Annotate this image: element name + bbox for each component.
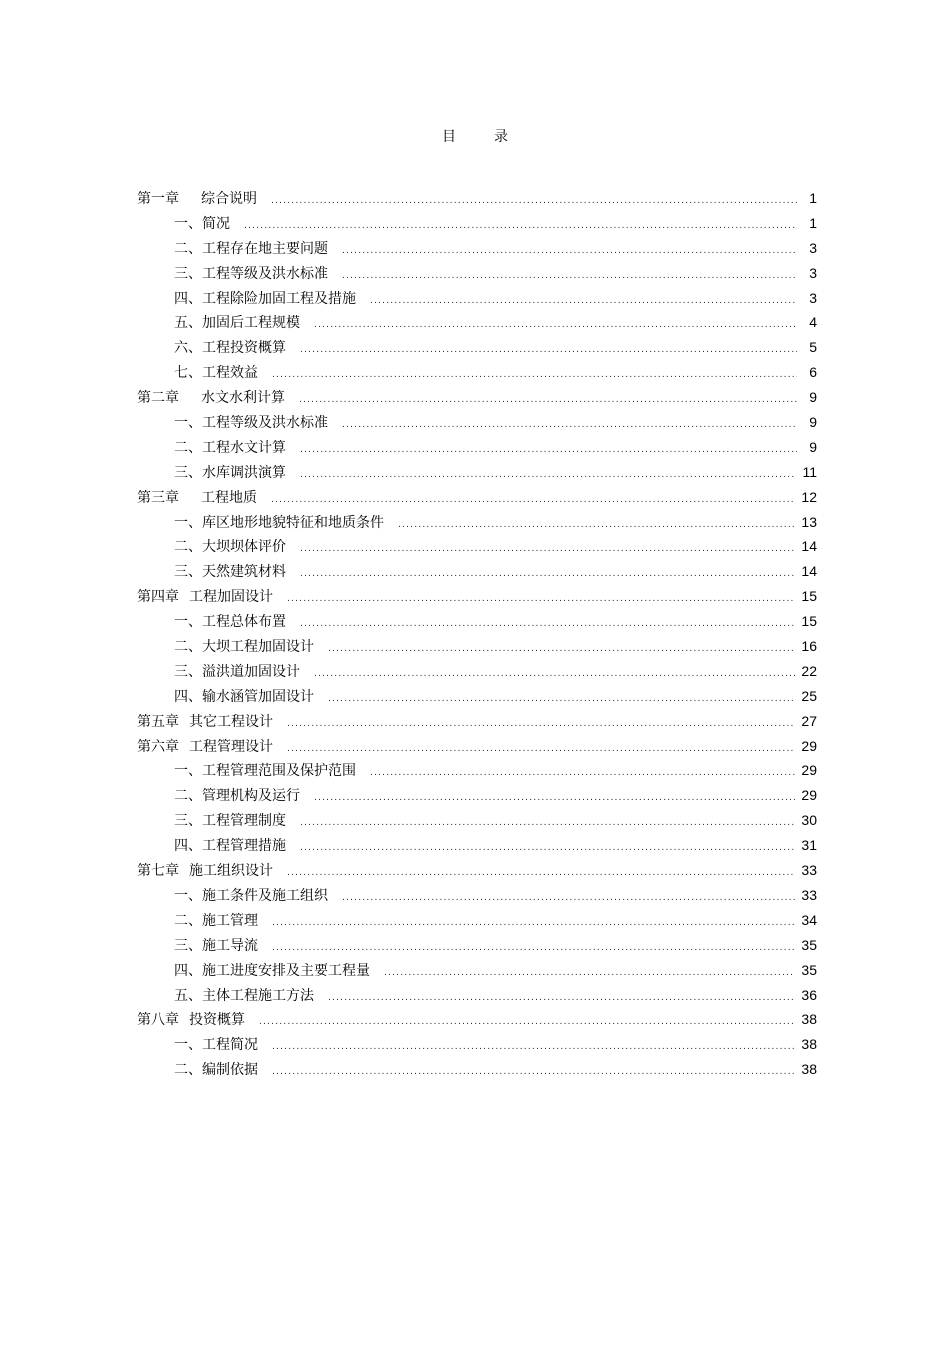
toc-dot-leader xyxy=(300,463,796,488)
toc-entry-text: 施工导流 xyxy=(202,937,258,954)
toc-page-number: 15 xyxy=(801,588,817,605)
toc-page-number: 3 xyxy=(809,264,817,281)
toc-dot-leader xyxy=(342,886,795,911)
toc-entry-text: 工程除险加固工程及措施 xyxy=(202,290,356,307)
toc-page-number: 38 xyxy=(801,1036,817,1053)
toc-entry-text: 编制依据 xyxy=(202,1062,258,1079)
toc-entry-prefix: 四、 xyxy=(174,290,202,307)
toc-dot-leader xyxy=(271,488,795,513)
toc-entry-label xyxy=(174,685,314,710)
toc-dot-leader xyxy=(272,363,797,388)
toc-entry-prefix: 二、 xyxy=(174,912,202,929)
toc-dot-leader xyxy=(300,338,797,363)
toc-page-number: 14 xyxy=(801,538,817,555)
toc-page-number: 9 xyxy=(809,414,817,431)
toc-entry-label xyxy=(174,237,328,262)
toc-entry-label xyxy=(174,311,300,336)
toc-dot-leader xyxy=(244,214,797,239)
toc-entry-text: 水库调洪演算 xyxy=(202,464,286,481)
toc-section-entry[interactable] xyxy=(137,410,817,435)
toc-entry-prefix: 六、 xyxy=(174,340,202,357)
toc-entry-prefix: 第五章 xyxy=(137,713,179,730)
toc-entry-prefix: 二、 xyxy=(174,439,202,456)
toc-entry-prefix: 一、 xyxy=(174,614,202,631)
toc-entry-prefix: 一、 xyxy=(174,415,202,432)
title-char-1: 目 xyxy=(442,129,456,145)
toc-dot-leader xyxy=(299,388,797,413)
toc-entry-label xyxy=(174,461,286,486)
toc-entry-text: 工程加固设计 xyxy=(189,589,273,606)
toc-entry-text: 工程效益 xyxy=(202,365,258,382)
toc-entry-text: 工程管理制度 xyxy=(202,813,286,830)
toc-section-entry[interactable] xyxy=(137,833,817,858)
toc-entry-prefix: 四、 xyxy=(174,688,202,705)
toc-entry-text: 施工条件及施工组织 xyxy=(202,887,328,904)
toc-dot-leader xyxy=(300,562,795,587)
toc-entry-text: 工程管理范围及保护范围 xyxy=(202,763,356,780)
toc-entry-prefix: 第二章 xyxy=(137,390,179,407)
toc-page-number: 12 xyxy=(801,488,817,505)
toc-page-number: 1 xyxy=(809,214,817,231)
toc-entry-prefix: 二、 xyxy=(174,788,202,805)
toc-page-number: 11 xyxy=(802,463,817,480)
toc-entry-prefix: 四、 xyxy=(174,962,202,979)
toc-page-number: 3 xyxy=(809,289,817,306)
toc-page-number: 14 xyxy=(801,563,817,580)
toc-entry-text: 工程简况 xyxy=(202,1037,258,1054)
toc-dot-leader xyxy=(342,413,797,438)
toc-entry-text: 管理机构及运行 xyxy=(202,788,300,805)
toc-entry-text: 工程总体布置 xyxy=(202,614,286,631)
toc-entry-label xyxy=(174,784,300,809)
toc-dot-leader xyxy=(342,239,797,264)
toc-entry-label xyxy=(174,635,314,660)
toc-section-entry[interactable] xyxy=(137,460,817,485)
toc-dot-leader xyxy=(272,1060,795,1085)
table-of-contents xyxy=(137,186,817,1082)
toc-entry-prefix: 三、 xyxy=(174,564,202,581)
toc-dot-leader xyxy=(398,513,795,538)
toc-dot-leader xyxy=(300,612,795,637)
toc-chapter-entry[interactable] xyxy=(137,385,817,410)
toc-dot-leader xyxy=(314,786,795,811)
toc-entry-text: 加固后工程规模 xyxy=(202,315,300,332)
toc-entry-label xyxy=(174,1058,258,1083)
toc-section-entry[interactable] xyxy=(137,310,817,335)
toc-page-number: 33 xyxy=(801,886,817,903)
toc-entry-prefix: 七、 xyxy=(174,365,202,382)
toc-chapter-entry[interactable] xyxy=(137,858,817,883)
toc-entry-prefix: 三、 xyxy=(174,813,202,830)
toc-section-entry[interactable] xyxy=(137,883,817,908)
toc-entry-label xyxy=(174,411,328,436)
toc-entry-prefix: 二、 xyxy=(174,1062,202,1079)
toc-entry-prefix: 第一章 xyxy=(137,191,179,207)
toc-entry-label xyxy=(174,959,370,984)
toc-entry-text: 溢洪道加固设计 xyxy=(202,663,300,680)
toc-page-number: 38 xyxy=(801,1011,817,1028)
toc-page-number: 9 xyxy=(809,389,817,406)
toc-entry-label xyxy=(174,610,286,635)
toc-entry-text: 工程地质 xyxy=(201,489,257,506)
toc-section-entry[interactable] xyxy=(137,634,817,659)
toc-entry-prefix: 一、 xyxy=(174,514,202,531)
toc-entry-prefix: 三、 xyxy=(174,937,202,954)
toc-entry-label xyxy=(174,884,328,909)
toc-entry-label xyxy=(174,834,286,859)
toc-page-number: 15 xyxy=(801,613,817,630)
toc-page-number: 35 xyxy=(801,961,817,978)
toc-dot-leader xyxy=(259,1010,795,1035)
toc-entry-prefix: 二、 xyxy=(174,539,202,556)
toc-entry-label xyxy=(174,361,258,386)
toc-entry-text: 输水涵管加固设计 xyxy=(202,688,314,705)
toc-entry-label xyxy=(174,212,230,237)
toc-dot-leader xyxy=(314,313,797,338)
toc-section-entry[interactable] xyxy=(137,510,817,535)
toc-page-number: 6 xyxy=(809,364,817,381)
toc-section-entry[interactable] xyxy=(137,758,817,783)
toc-entry-text: 综合说明 xyxy=(201,191,257,207)
toc-entry-text: 大坝工程加固设计 xyxy=(202,639,314,656)
toc-entry-label xyxy=(137,585,273,610)
toc-page-number: 29 xyxy=(801,762,817,779)
toc-entry-label xyxy=(174,535,286,560)
toc-entry-label xyxy=(174,287,356,312)
toc-entry-label xyxy=(174,336,286,361)
toc-entry-text: 工程存在地主要问题 xyxy=(202,240,328,257)
toc-entry-label xyxy=(174,1033,258,1058)
toc-entry-prefix: 三、 xyxy=(174,663,202,680)
toc-entry-label xyxy=(137,386,285,411)
toc-entry-text: 其它工程设计 xyxy=(189,713,273,730)
toc-entry-prefix: 二、 xyxy=(174,240,202,257)
toc-section-entry[interactable] xyxy=(137,983,817,1008)
toc-entry-label xyxy=(174,511,384,536)
toc-chapter-entry[interactable] xyxy=(137,485,817,510)
toc-dot-leader xyxy=(287,861,795,886)
toc-entry-label xyxy=(174,560,286,585)
toc-dot-leader xyxy=(384,961,795,986)
toc-section-entry[interactable] xyxy=(137,211,817,236)
toc-entry-label xyxy=(174,436,286,461)
toc-page-number: 3 xyxy=(809,239,817,256)
toc-page-number: 29 xyxy=(801,737,817,754)
toc-entry-text: 工程等级及洪水标准 xyxy=(202,415,328,432)
toc-entry-prefix: 五、 xyxy=(174,315,202,332)
toc-entry-label xyxy=(174,262,328,287)
toc-page-number: 34 xyxy=(801,911,817,928)
toc-page-number: 29 xyxy=(801,787,817,804)
toc-page-number: 1 xyxy=(809,190,817,206)
toc-dot-leader xyxy=(342,264,797,289)
toc-dot-leader xyxy=(272,1035,795,1060)
toc-dot-leader xyxy=(300,537,795,562)
toc-dot-leader xyxy=(272,936,795,961)
toc-dot-leader xyxy=(272,911,795,936)
toc-section-entry[interactable] xyxy=(137,1057,817,1082)
toc-entry-prefix: 一、 xyxy=(174,1037,202,1054)
toc-section-entry[interactable] xyxy=(137,286,817,311)
toc-entry-text: 工程水文计算 xyxy=(202,439,286,456)
toc-dot-leader xyxy=(300,811,795,836)
toc-dot-leader xyxy=(287,737,795,762)
toc-page-number: 31 xyxy=(801,837,817,854)
toc-entry-label xyxy=(137,486,257,511)
toc-entry-text: 大坝坝体评价 xyxy=(202,539,286,556)
toc-page-number: 36 xyxy=(801,986,817,1003)
toc-entry-prefix: 第四章 xyxy=(137,589,179,606)
toc-entry-text: 施工组织设计 xyxy=(189,863,273,880)
toc-entry-text: 工程管理措施 xyxy=(202,838,286,855)
title-char-2: 录 xyxy=(494,129,508,145)
toc-section-entry[interactable] xyxy=(137,435,817,460)
toc-entry-prefix: 三、 xyxy=(174,265,202,282)
toc-page-number: 4 xyxy=(809,314,817,331)
toc-chapter-entry[interactable] xyxy=(137,1007,817,1032)
toc-entry-label xyxy=(174,660,300,685)
toc-entry-prefix: 第八章 xyxy=(137,1012,179,1029)
toc-entry-label xyxy=(174,984,314,1009)
toc-dot-leader xyxy=(328,687,795,712)
toc-section-entry[interactable] xyxy=(137,360,817,385)
toc-page-number: 25 xyxy=(801,687,817,704)
toc-section-entry[interactable] xyxy=(137,609,817,634)
toc-entry-label xyxy=(174,934,258,959)
toc-entry-text: 投资概算 xyxy=(189,1012,245,1029)
toc-dot-leader xyxy=(300,438,797,463)
toc-entry-prefix: 二、 xyxy=(174,639,202,656)
toc-entry-prefix: 三、 xyxy=(174,464,202,481)
toc-page-number: 30 xyxy=(801,812,817,829)
toc-section-entry[interactable] xyxy=(137,534,817,559)
toc-dot-leader xyxy=(328,986,795,1011)
toc-dot-leader xyxy=(271,189,797,214)
toc-page-number: 27 xyxy=(801,712,817,729)
toc-section-entry[interactable] xyxy=(137,335,817,360)
toc-entry-prefix: 四、 xyxy=(174,838,202,855)
toc-entry-prefix: 一、 xyxy=(174,215,202,232)
toc-dot-leader xyxy=(314,662,795,687)
toc-section-entry[interactable] xyxy=(137,659,817,684)
toc-section-entry[interactable] xyxy=(137,1032,817,1057)
toc-page-number: 38 xyxy=(801,1061,817,1078)
toc-entry-text: 施工进度安排及主要工程量 xyxy=(202,962,370,979)
toc-entry-label xyxy=(137,710,273,735)
page-title xyxy=(0,126,950,146)
toc-page-number: 33 xyxy=(801,862,817,879)
toc-section-entry[interactable] xyxy=(137,236,817,261)
toc-entry-label xyxy=(174,759,356,784)
toc-section-entry[interactable] xyxy=(137,783,817,808)
toc-page-number: 35 xyxy=(801,936,817,953)
toc-entry-text: 工程管理设计 xyxy=(189,738,273,755)
toc-entry-prefix: 第三章 xyxy=(137,489,179,506)
toc-entry-text: 天然建筑材料 xyxy=(202,564,286,581)
toc-entry-text: 工程等级及洪水标准 xyxy=(202,265,328,282)
toc-page-number: 9 xyxy=(809,438,817,455)
toc-dot-leader xyxy=(328,637,795,662)
toc-section-entry[interactable] xyxy=(137,261,817,286)
toc-dot-leader xyxy=(287,587,795,612)
toc-section-entry[interactable] xyxy=(137,808,817,833)
toc-entry-prefix: 第六章 xyxy=(137,738,179,755)
toc-entry-text: 工程投资概算 xyxy=(202,340,286,357)
toc-entry-text: 水文水利计算 xyxy=(201,390,285,407)
toc-section-entry[interactable] xyxy=(137,958,817,983)
toc-entry-label xyxy=(174,809,286,834)
toc-entry-prefix: 第七章 xyxy=(137,863,179,880)
toc-dot-leader xyxy=(300,836,795,861)
toc-entry-text: 施工管理 xyxy=(202,912,258,929)
toc-entry-label xyxy=(137,187,257,212)
toc-section-entry[interactable] xyxy=(137,684,817,709)
toc-entry-prefix: 五、 xyxy=(174,987,202,1004)
toc-entry-prefix: 一、 xyxy=(174,887,202,904)
toc-chapter-entry[interactable] xyxy=(137,584,817,609)
toc-section-entry[interactable] xyxy=(137,559,817,584)
toc-dot-leader xyxy=(287,712,795,737)
toc-chapter-entry[interactable] xyxy=(137,734,817,759)
toc-entry-text: 简况 xyxy=(202,215,230,232)
toc-entry-prefix: 一、 xyxy=(174,763,202,780)
toc-entry-text: 主体工程施工方法 xyxy=(202,987,314,1004)
toc-entry-label xyxy=(137,859,273,884)
toc-chapter-entry[interactable] xyxy=(137,186,817,211)
toc-entry-label xyxy=(137,735,273,760)
toc-page-number: 16 xyxy=(801,638,817,655)
toc-page-number: 22 xyxy=(801,662,817,679)
toc-page-number: 13 xyxy=(801,513,817,530)
toc-dot-leader xyxy=(370,761,795,786)
toc-entry-label xyxy=(137,1008,245,1033)
toc-section-entry[interactable] xyxy=(137,908,817,933)
toc-chapter-entry[interactable] xyxy=(137,709,817,734)
toc-dot-leader xyxy=(370,289,797,314)
toc-entry-text: 库区地形地貌特征和地质条件 xyxy=(202,514,384,531)
toc-page-number: 5 xyxy=(809,339,817,356)
toc-section-entry[interactable] xyxy=(137,933,817,958)
toc-entry-label xyxy=(174,909,258,934)
